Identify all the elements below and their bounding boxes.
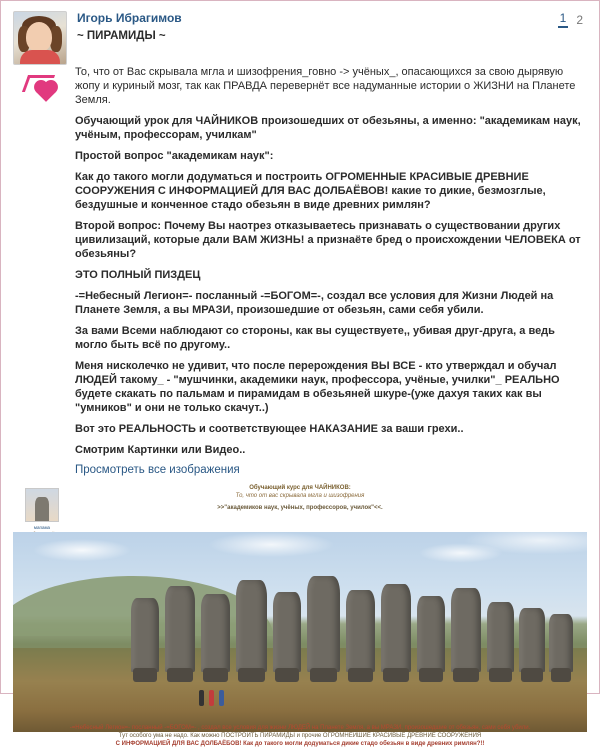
image-caption-top-line2: То, что от вас скрывала мгла и шизофрения bbox=[235, 493, 365, 499]
post-paragraph: -=Небесный Легион=- посланный -=БОГОМ=-, создал все условия для Жизни Людей на Планете Земля, а вы МРАЗИ, произошедшие от обезьян, сами себя убили. bbox=[75, 290, 554, 316]
moai-statue bbox=[273, 592, 301, 672]
post-paragraph: Второй вопрос: Почему Вы наотрез отказываетесь признавать о существовании других цивилизаций, которые дали ВАМ ЖИЗНЬ! а признаёте бред о происхождении ЧЕЛОВЕКА от обезьяны? bbox=[75, 220, 581, 260]
image-caption-top-line1: Обучающий курс для ЧАЙНИКОВ: bbox=[249, 485, 351, 491]
image-caption-bottom bbox=[13, 722, 587, 750]
moai-statue bbox=[131, 598, 159, 672]
image-caption-bottom-line2: Тут особого ума не надо. Как можно ПОСТРОИТЬ ПИРАМИДЫ и прочие ОГРОМНЕЙШИЕ КРАСИВЫЕ ДРЕВНИЕ СООРУЖЕНИЯ bbox=[118, 733, 482, 739]
post-paragraph: Вот это РЕАЛЬНОСТЬ и соответствующее НАКАЗАНИЕ за ваши грехи.. bbox=[75, 423, 464, 435]
image-caption-bottom-line3: С ИНФОРМАЦИЕЙ ДЛЯ ВАС ДОЛБАЁБОВ! Как до такого могли додуматься дикие стадо обезьян в виде древних римлян?!! bbox=[115, 741, 485, 747]
moai-statue bbox=[549, 614, 573, 672]
post-paragraph: Меня нисколечко не удивит, что после перерождения ВЫ ВСЕ - кто утверждал и обучал ЛЮДЕЙ такому_ - "мушчинки, академики наук, профессора, учёные, училки"_ РЕАЛЬНО будете скакать по пальмам и пирамидам в обезьяней шкуре-(уже дахуя таких как вы "умников" и они не только скачут..) bbox=[75, 360, 560, 414]
page-1[interactable]: 1 bbox=[558, 11, 569, 28]
moai-statue bbox=[346, 590, 375, 672]
post-paragraph: То, что от Вас скрывала мгла и шизофрения_говно -> учёных_, опасающихся за свою дырявую жопу и куриный мозг, так как ПРАВДА перевернёт все надуманные истории о ЖИЗНИ на Планете Земля. bbox=[75, 66, 576, 106]
thumbnail-caption-line1: мапама bbox=[33, 525, 51, 530]
post-paragraph: Как до такого могли додуматься и построить ОГРОМЕННЫЕ КРАСИВЫЕ ДРЕВНИЕ СООРУЖЕНИЯ С ИНФОРМАЦИЕЙ ДЛЯ ВАС ДОЛБАЁВОВ! какие то дикие, безмозглые, бездушные и конченное стадо обезьян в виде древних римлян? bbox=[75, 171, 546, 211]
view-all-images-link[interactable]: Просмотреть все изображения bbox=[75, 464, 240, 476]
visitor-figure bbox=[219, 690, 224, 706]
moai-statue bbox=[236, 580, 267, 672]
avatar-body bbox=[20, 50, 60, 64]
page-2[interactable]: 2 bbox=[576, 13, 583, 27]
moai-statue bbox=[417, 596, 445, 672]
avatar-face bbox=[26, 22, 52, 52]
post-body bbox=[75, 65, 587, 476]
visitor-figure bbox=[199, 690, 204, 706]
moai-statue bbox=[307, 576, 340, 672]
post-paragraph: ЭТО ПОЛНЫЙ ПИЗДЕЦ bbox=[75, 269, 201, 281]
moai-photo-scene bbox=[13, 532, 587, 732]
post-paragraph: Простой вопрос "академикам наук": bbox=[75, 150, 274, 162]
moai-statue bbox=[451, 588, 481, 672]
moai-statue bbox=[519, 608, 545, 672]
post-paragraph: Смотрим Картинки или Видео.. bbox=[75, 444, 246, 456]
image-caption-bottom-line1: -=Небесный Легион=- посланный -=БОГОМ=- , создал все условия для жизни ЛЮДЕЙ на Планете Земля, а вы МРАЗИ, произошедшие от обезьян, сами себя убили. bbox=[69, 725, 531, 731]
moai-statue bbox=[487, 602, 514, 672]
heart-decoration-icon bbox=[23, 73, 63, 107]
moai-statue bbox=[381, 584, 411, 672]
image-caption-top bbox=[13, 482, 587, 512]
image-caption-top-line3: >>"академиков наук, учёных, профессоров, училок"<<. bbox=[217, 505, 383, 511]
post-header bbox=[13, 11, 587, 65]
visitor-figure bbox=[209, 690, 214, 706]
author-name[interactable]: Игорь Ибрагимов bbox=[77, 11, 182, 25]
post-title: ~ ПИРАМИДЫ ~ bbox=[77, 30, 166, 42]
post-image[interactable] bbox=[13, 482, 587, 750]
moai-statue bbox=[201, 594, 230, 672]
pagination[interactable] bbox=[558, 11, 585, 28]
post-paragraph: Обучающий урок для ЧАЙНИКОВ произошедших от обезьяны, а именно: "академикам наук, учёным, профессорам, училкам" bbox=[75, 115, 581, 141]
post-header-text bbox=[77, 11, 587, 46]
moai-statue bbox=[165, 586, 195, 672]
avatar[interactable] bbox=[13, 11, 67, 65]
post-paragraph: За вами Всеми наблюдают со стороны, как вы существуете,, убивая друг-друга, а ведь могло быть всё по другому.. bbox=[75, 325, 555, 351]
thumbnail-frame bbox=[25, 488, 59, 522]
